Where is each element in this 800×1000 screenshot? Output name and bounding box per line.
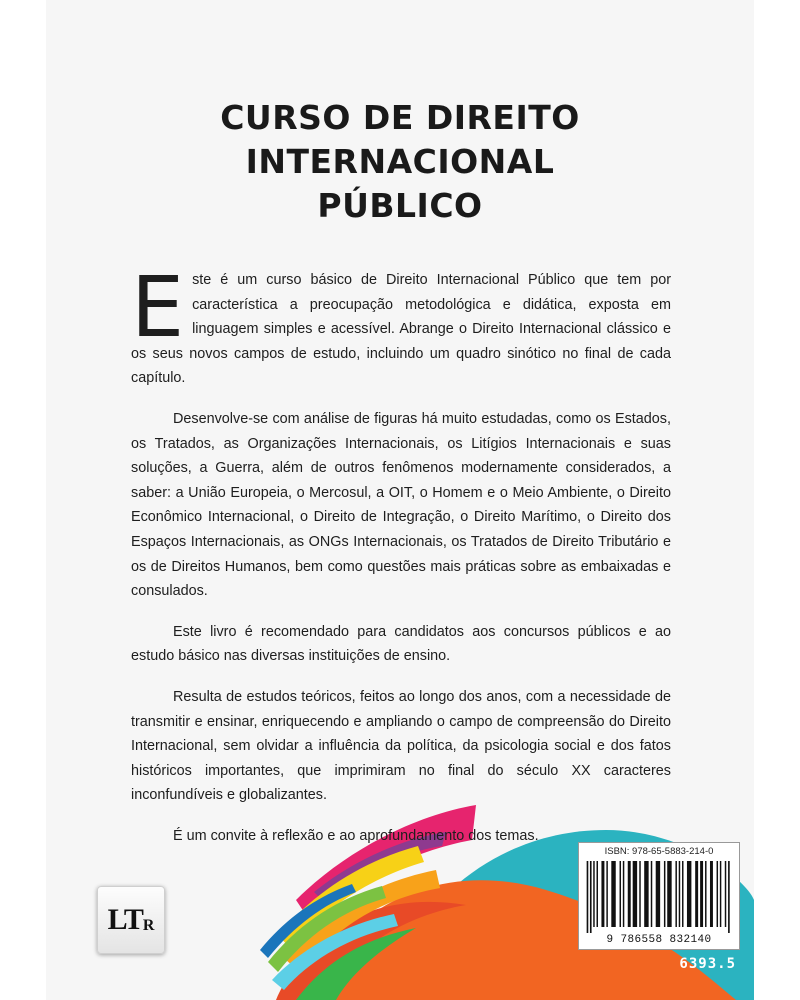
barcode-bar <box>587 861 589 933</box>
paragraph-1 <box>131 258 671 391</box>
barcode-bar <box>597 861 598 927</box>
drop-cap: E <box>131 258 185 356</box>
barcode-bar <box>656 861 660 927</box>
paragraph-4: Resulta de estudos teóricos, feitos ao longo dos anos, com a necessidade de transmitir e ensinar, enriquecendo e ampliando o campo de compreensão do Direito Internacional, sem olvidar a influência da política, da psicologia social e dos fatos históricos importantes, que imprimiram no final do século XX caracteres inconfundíveis e globalizantes. <box>131 688 671 804</box>
paragraph-1-text: ste é um curso básico de Direito Internacional Público que tem por característica a preocupação metodológica e didática, exposta em linguagem simples e acessível. Abrange o Direito Internacional clássico e os seus novos campos de estudo, incluindo um quadro sinótico no final de cada capítulo. <box>131 272 671 387</box>
logo-sub: R <box>142 917 155 934</box>
barcode-bar <box>606 861 607 927</box>
barcode-bar <box>601 861 604 927</box>
barcode-bar <box>623 861 624 927</box>
barcode-bar <box>651 861 652 927</box>
barcode-bar <box>695 861 698 927</box>
publisher-logo <box>97 886 165 954</box>
barcode-bar <box>593 861 594 927</box>
barcode-bar <box>667 861 671 927</box>
barcode-bar <box>611 861 615 927</box>
isbn-barcode <box>578 842 740 950</box>
barcode-bar <box>679 861 680 927</box>
logo-main: LT <box>107 903 143 936</box>
barcode-bar <box>628 861 631 927</box>
synopsis-text <box>131 258 671 864</box>
barcode-bars <box>585 861 733 933</box>
barcode-bar <box>717 861 718 927</box>
barcode-bar <box>664 861 665 927</box>
barcode-bar <box>728 861 730 933</box>
product-code: 6393.5 <box>679 956 736 972</box>
title-line-1: CURSO DE DIREITO <box>220 98 580 137</box>
title-line-2: INTERNACIONAL <box>245 142 555 181</box>
book-title <box>46 96 754 228</box>
barcode-bar <box>725 861 726 927</box>
title-line-3: PÚBLICO <box>317 186 483 225</box>
barcode-bar <box>700 861 703 927</box>
barcode-bar <box>675 861 676 927</box>
book-back-cover <box>46 0 754 1000</box>
barcode-digits: 9 786558 832140 <box>606 934 712 946</box>
barcode-bar <box>687 861 691 927</box>
barcode-bar <box>620 861 621 927</box>
barcode-bar <box>639 861 640 927</box>
paragraph-5: É um convite à reflexão e ao aprofundamento dos temas. <box>173 827 539 844</box>
barcode-bar <box>644 861 648 927</box>
barcode-bar <box>720 861 721 927</box>
paragraph-2: Desenvolve-se com análise de figuras há muito estudadas, como os Estados, os Tratados, as Organizações Internacionais, os Litígios Internacionais e suas soluções, a Guerra, além de outros fenômenos modernamente considerados, a saber: a União Europeia, o Mercosul, a OIT, o Homem e o Meio Ambiente, o Direito Econômico Internacional, o Direito de Integração, o Direito Marítimo, o Direito dos Espaços Internacionais, as ONGs Internacionais, os Tratados de Direito Tributário e os de Direitos Humanos, bem como questões mais práticas sobre as embaixadas e consulados. <box>131 410 671 600</box>
barcode-bar <box>590 861 592 933</box>
isbn-label: ISBN: 978-65-5883-214-0 <box>604 846 714 857</box>
barcode-bar <box>682 861 683 927</box>
barcode-bar <box>633 861 637 927</box>
barcode-bar <box>710 861 713 927</box>
barcode-bar <box>705 861 706 927</box>
paragraph-3: Este livro é recomendado para candidatos aos concursos públicos e ao estudo básico nas diversas instituições de ensino. <box>131 623 671 665</box>
